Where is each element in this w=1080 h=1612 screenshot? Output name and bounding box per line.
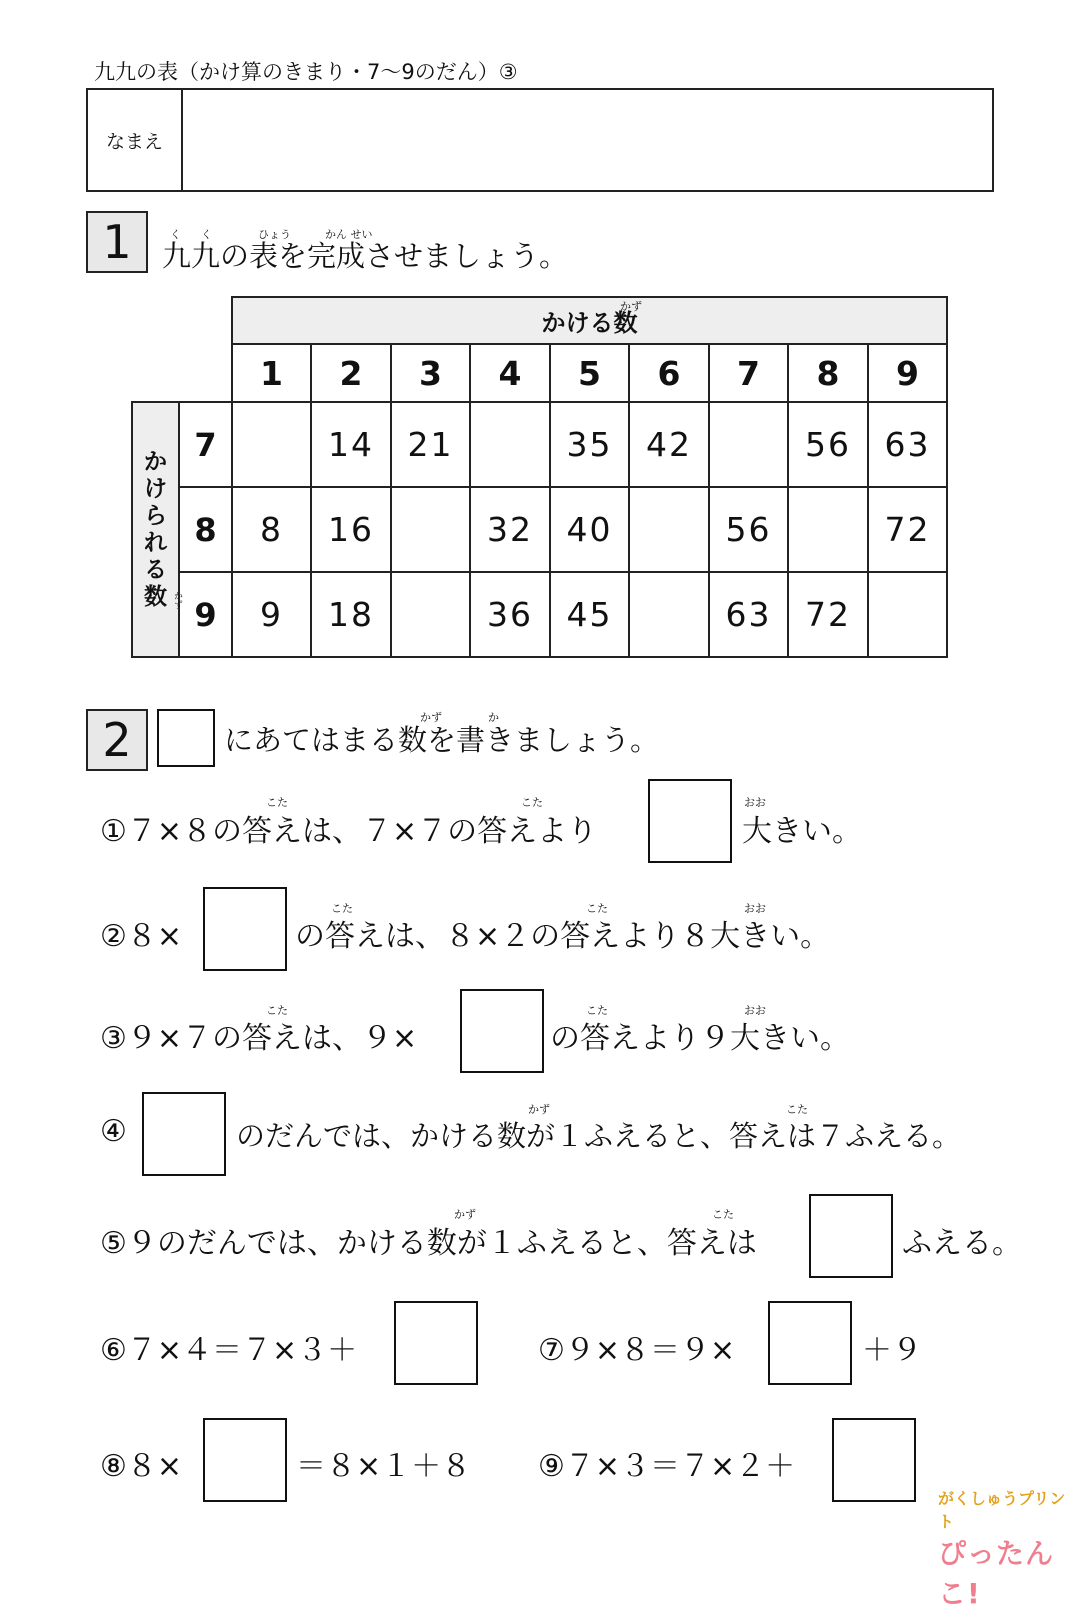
- kuku-table: [131, 296, 948, 658]
- question-1-text: ①７×８の答えは、７×７の答えより: [100, 814, 598, 849]
- ruby-kotae: こた: [712, 1208, 734, 1221]
- col-head-4: 4: [470, 344, 550, 402]
- col-head-5: 5: [550, 344, 629, 402]
- cell-8x3[interactable]: [391, 487, 470, 572]
- cell-8x6[interactable]: [629, 487, 709, 572]
- answer-box-9[interactable]: [832, 1418, 916, 1502]
- ruby-kotae: こた: [586, 902, 608, 915]
- section-1-instruction: 九九の表を完成させましょう。: [162, 239, 569, 273]
- col-head-3: 3: [391, 344, 470, 402]
- answer-box-7[interactable]: [768, 1301, 852, 1385]
- cell-7x2: 14: [311, 402, 391, 487]
- question-7-text: ⑦９×８＝９×: [538, 1333, 736, 1368]
- question-6-text: ⑥７×４＝７×３＋: [100, 1333, 358, 1368]
- multiplicand-label: か け ら れ る 数 かず: [132, 402, 179, 657]
- cell-7x9: 63: [868, 402, 947, 487]
- cell-9x4: 36: [470, 572, 550, 657]
- answer-box-1[interactable]: [648, 779, 732, 863]
- cell-7x6: 42: [629, 402, 709, 487]
- ruby-ku-2: く: [201, 228, 212, 241]
- cell-7x8: 56: [788, 402, 868, 487]
- cell-9x7: 63: [709, 572, 788, 657]
- cell-9x1: 9: [232, 572, 311, 657]
- cell-7x4[interactable]: [470, 402, 550, 487]
- question-3-text: ③９×７の答えは、９×: [100, 1021, 418, 1056]
- col-head-6: 6: [629, 344, 709, 402]
- ruby-ookii: おお: [744, 1004, 766, 1017]
- question-5-text: ⑤９のだんでは、かける数が１ふえると、答えは: [100, 1226, 757, 1261]
- worksheet-title: 九九の表（かけ算のきまり・7～9のだん）③: [94, 60, 518, 84]
- question-1-tail: 大きい。: [742, 814, 862, 849]
- question-4-tail: のだんでは、かける数が１ふえると、答えは７ふえる。: [236, 1119, 962, 1153]
- cell-7x1[interactable]: [232, 402, 311, 487]
- ruby-kazu-s2: かず: [420, 711, 442, 724]
- logo-line-2: ぴったんこ!: [938, 1537, 1055, 1610]
- question-7-tail: ＋９: [862, 1333, 922, 1368]
- cell-9x2: 18: [311, 572, 391, 657]
- col-head-9: 9: [868, 344, 947, 402]
- ruby-kazu: かず: [454, 1208, 476, 1221]
- ruby-kotae: こた: [331, 902, 353, 915]
- col-head-2: 2: [311, 344, 391, 402]
- row-head-7: 7: [179, 402, 232, 487]
- cell-7x3: 21: [391, 402, 470, 487]
- name-field[interactable]: [183, 90, 992, 190]
- cell-8x8[interactable]: [788, 487, 868, 572]
- answer-box-4[interactable]: [142, 1092, 226, 1176]
- ruby-kazu-header: かず: [620, 300, 642, 313]
- multiplier-header: かける数: [232, 297, 947, 344]
- answer-box-3[interactable]: [460, 989, 544, 1073]
- col-head-1: 1: [232, 344, 311, 402]
- section-1-number: 1: [86, 211, 148, 273]
- question-5-tail: ふえる。: [902, 1226, 1022, 1261]
- cell-8x1: 8: [232, 487, 311, 572]
- cell-9x3[interactable]: [391, 572, 470, 657]
- question-3-tail: の答えより９大きい。: [550, 1021, 850, 1056]
- question-4-text: ④: [100, 1114, 127, 1149]
- answer-box-6[interactable]: [394, 1301, 478, 1385]
- question-9-text: ⑨７×３＝７×２＋: [538, 1449, 796, 1484]
- row-head-9: 9: [179, 572, 232, 657]
- ruby-kazu: かず: [528, 1103, 550, 1116]
- row-head-8: 8: [179, 487, 232, 572]
- ruby-kotae: こた: [521, 796, 543, 809]
- ruby-ku-1: く: [170, 228, 181, 241]
- answer-box-8[interactable]: [203, 1418, 287, 1502]
- sample-answer-box: [157, 709, 215, 767]
- cell-9x5: 45: [550, 572, 629, 657]
- ruby-ookii: おお: [744, 902, 766, 915]
- logo-line-1: がくしゅうプリント: [938, 1489, 1066, 1531]
- ruby-ka-s2: か: [488, 711, 499, 724]
- corner-blank: [132, 297, 232, 402]
- ruby-ookii: おお: [744, 796, 766, 809]
- ruby-kazu-vertical: かず: [172, 590, 182, 609]
- name-label: なまえ: [88, 90, 183, 190]
- cell-8x7: 56: [709, 487, 788, 572]
- ruby-kansei: かん せい: [325, 228, 373, 241]
- ruby-kotae: こた: [266, 796, 288, 809]
- cell-9x8: 72: [788, 572, 868, 657]
- ruby-kotae: こた: [586, 1004, 608, 1017]
- question-8-text: ⑧８×: [100, 1449, 183, 1484]
- answer-box-5[interactable]: [809, 1194, 893, 1278]
- cell-8x5: 40: [550, 487, 629, 572]
- cell-7x5: 35: [550, 402, 629, 487]
- ruby-kotae: こた: [266, 1004, 288, 1017]
- question-8-tail: ＝８×１＋８: [296, 1449, 472, 1484]
- col-head-7: 7: [709, 344, 788, 402]
- ruby-kotae: こた: [786, 1103, 808, 1116]
- ruby-hyou: ひょう: [258, 228, 291, 241]
- cell-8x2: 16: [311, 487, 391, 572]
- section-2-number: 2: [86, 709, 148, 771]
- cell-9x9[interactable]: [868, 572, 947, 657]
- brand-logo: [938, 1486, 1073, 1612]
- cell-7x7[interactable]: [709, 402, 788, 487]
- cell-8x9: 72: [868, 487, 947, 572]
- section-2-instruction: にあてはまる数を書きましょう。: [224, 723, 660, 757]
- col-head-8: 8: [788, 344, 868, 402]
- cell-9x6[interactable]: [629, 572, 709, 657]
- name-box: [86, 88, 994, 192]
- cell-8x4: 32: [470, 487, 550, 572]
- question-2-text: ②８×: [100, 919, 183, 954]
- answer-box-2[interactable]: [203, 887, 287, 971]
- question-2-tail: の答えは、８×２の答えより８大きい。: [295, 919, 831, 954]
